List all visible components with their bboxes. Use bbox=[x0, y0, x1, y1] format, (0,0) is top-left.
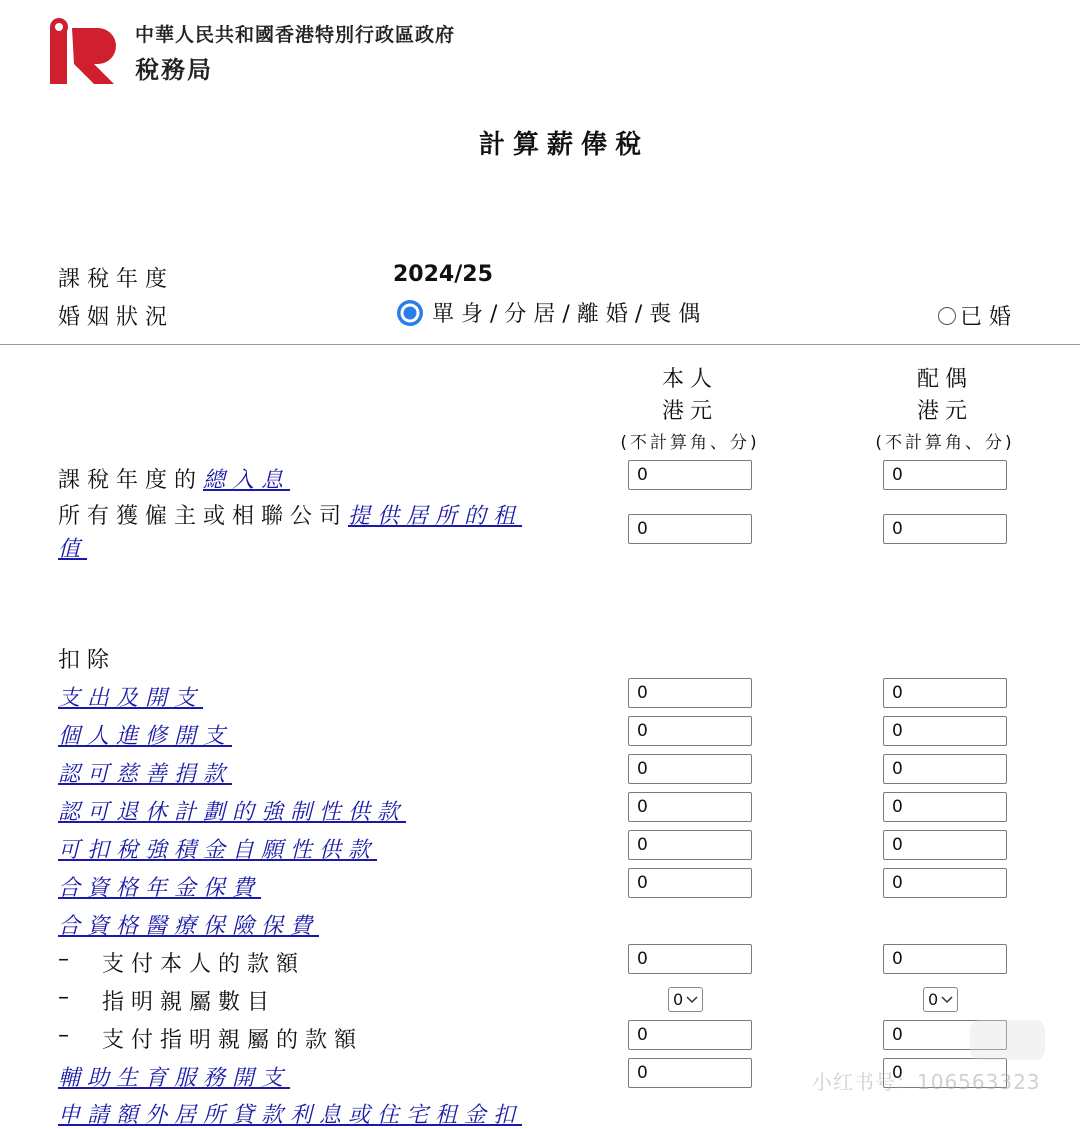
vhis-relatives-amount-dash: – bbox=[58, 1023, 76, 1048]
deduction-mpf-mandatory-link[interactable]: 認可退休計劃的強制性供款 bbox=[58, 800, 407, 825]
vhis-self-label: 支付本人的款額 bbox=[102, 952, 306, 977]
column-spouse-note: (不計算角、分) bbox=[875, 433, 1015, 453]
deduction-outgoings-spouse-input[interactable] bbox=[883, 678, 1007, 708]
radio-unselected-icon[interactable] bbox=[938, 307, 956, 325]
marital-label: 婚姻狀況 bbox=[58, 305, 175, 330]
deduction-annuity-spouse-input[interactable] bbox=[883, 868, 1007, 898]
marital-option-single[interactable] bbox=[396, 297, 707, 328]
rental-value-row-label bbox=[58, 501, 558, 567]
vhis-relatives-count-spouse-select[interactable] bbox=[923, 987, 958, 1012]
total-income-row-label bbox=[58, 463, 290, 494]
column-self-title: 本人 bbox=[661, 367, 718, 392]
vhis-relatives-count-self-select[interactable] bbox=[668, 987, 703, 1012]
vhis-relatives-dash: – bbox=[58, 985, 76, 1010]
government-name: 中華人民共和國香港特別行政區政府 bbox=[135, 24, 456, 46]
column-spouse-currency: 港元 bbox=[916, 399, 973, 424]
deduction-donations-link[interactable]: 認可慈善捐款 bbox=[58, 762, 233, 787]
vhis-relatives-count-label: 指明親屬數目 bbox=[102, 990, 277, 1015]
rental-value-prefix: 所有獲僱主或相聯公司 bbox=[58, 504, 349, 529]
deductions-heading: 扣除 bbox=[58, 648, 117, 673]
year-label: 課稅年度 bbox=[58, 267, 175, 292]
column-spouse-title: 配偶 bbox=[916, 367, 973, 392]
column-header-self bbox=[590, 364, 790, 453]
deduction-donations-self-input[interactable] bbox=[628, 754, 752, 784]
vhis-relatives-amount-label: 支付指明親屬的款額 bbox=[102, 1028, 364, 1053]
deduction-fertility-link[interactable]: 輔助生育服務開支 bbox=[58, 1066, 291, 1091]
deduction-mpf-mandatory-self-input[interactable] bbox=[628, 792, 752, 822]
rental-value-spouse-input[interactable] bbox=[883, 514, 1007, 544]
watermark-logo bbox=[970, 1020, 1045, 1060]
deduction-fertility-self-input[interactable] bbox=[628, 1058, 752, 1088]
department-name: 稅務局 bbox=[135, 56, 213, 84]
column-self-currency: 港元 bbox=[661, 399, 718, 424]
total-income-link[interactable]: 總入息 bbox=[203, 468, 291, 493]
watermark-text: 小红书号：106563323 bbox=[812, 1070, 1041, 1094]
marital-single-label: 單身/分居/離婚/喪偶 bbox=[432, 302, 708, 327]
year-value: 2024/25 bbox=[393, 262, 493, 287]
vhis-self-dash: – bbox=[58, 947, 76, 972]
deduction-mpf-mandatory-spouse-input[interactable] bbox=[883, 792, 1007, 822]
deduction-donations-spouse-input[interactable] bbox=[883, 754, 1007, 784]
page-title: 計算薪俸稅 bbox=[478, 130, 649, 160]
deduction-mpf-voluntary-self-input[interactable] bbox=[628, 830, 752, 860]
deduction-annuity-link[interactable]: 合資格年金保費 bbox=[58, 876, 262, 901]
deduction-education-spouse-input[interactable] bbox=[883, 716, 1007, 746]
select-value: 0 bbox=[673, 990, 684, 1009]
total-income-spouse-input[interactable] bbox=[883, 460, 1007, 490]
rental-value-self-input[interactable] bbox=[628, 514, 752, 544]
deduction-education-self-input[interactable] bbox=[628, 716, 752, 746]
vhis-relatives-amount-self-input[interactable] bbox=[628, 1020, 752, 1050]
vhis-self-amount-self-input[interactable] bbox=[628, 944, 752, 974]
marital-married-label: 已婚 bbox=[960, 305, 1019, 330]
ird-logo-icon bbox=[50, 18, 122, 84]
deduction-mpf-voluntary-spouse-input[interactable] bbox=[883, 830, 1007, 860]
section-divider bbox=[0, 344, 1080, 345]
select-value: 0 bbox=[928, 990, 939, 1009]
deduction-outgoings-link[interactable]: 支出及開支 bbox=[58, 686, 204, 711]
radio-selected-icon[interactable] bbox=[396, 299, 424, 327]
deduction-mpf-voluntary-link[interactable]: 可扣稅強積金自願性供款 bbox=[58, 838, 378, 863]
total-income-self-input[interactable] bbox=[628, 460, 752, 490]
total-income-prefix: 課稅年度的 bbox=[58, 468, 204, 493]
column-self-note: (不計算角、分) bbox=[620, 433, 760, 453]
deduction-home-loan-link[interactable]: 申請額外居所貸款利息或住宅租金扣 bbox=[58, 1103, 523, 1128]
rental-value-link[interactable]: 提供居所的租 bbox=[348, 504, 523, 529]
deduction-education-link[interactable]: 個人進修開支 bbox=[58, 724, 233, 749]
deduction-outgoings-self-input[interactable] bbox=[628, 678, 752, 708]
column-header-spouse bbox=[845, 364, 1045, 453]
vhis-self-amount-spouse-input[interactable] bbox=[883, 944, 1007, 974]
chevron-down-icon bbox=[686, 996, 698, 1004]
chevron-down-icon bbox=[941, 996, 953, 1004]
rental-value-link-cont[interactable]: 值 bbox=[58, 537, 88, 562]
deduction-annuity-self-input[interactable] bbox=[628, 868, 752, 898]
deduction-vhis-link[interactable]: 合資格醫療保險保費 bbox=[58, 914, 320, 939]
marital-option-married[interactable] bbox=[938, 300, 1018, 331]
